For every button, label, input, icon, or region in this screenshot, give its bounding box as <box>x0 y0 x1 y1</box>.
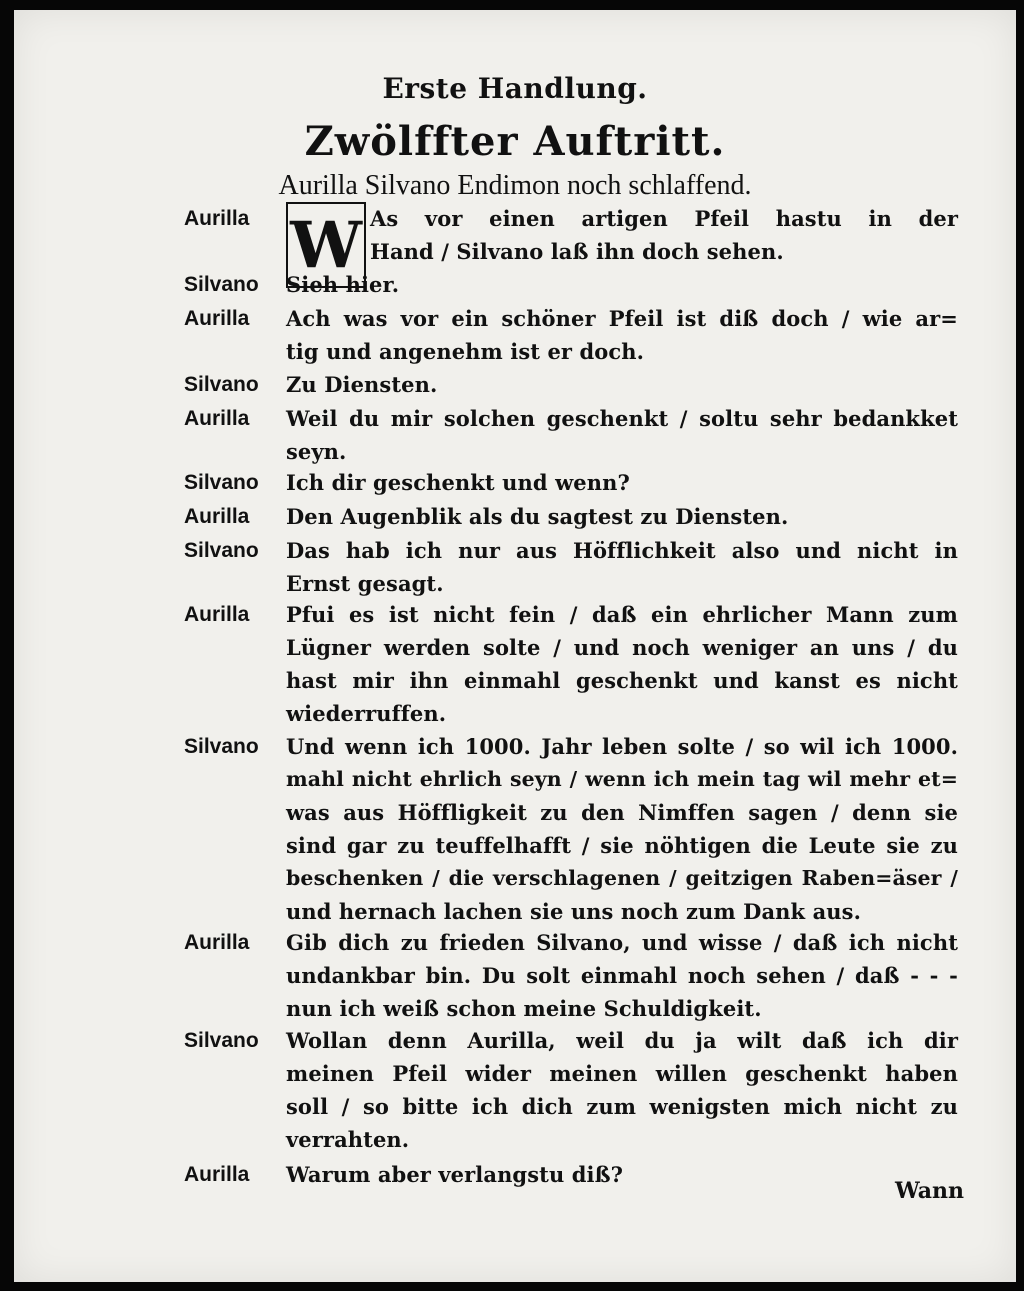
speech-lines <box>286 730 958 928</box>
speaker-name: Silvano <box>184 539 259 562</box>
speech-line: Hand / Silvano laß ihn doch sehen. <box>370 239 784 264</box>
speech-line: Den Augenblik als du sagtest zu Diensten. <box>286 504 789 529</box>
speech-line: Ernst gesagt. <box>286 571 444 596</box>
book-page <box>14 10 1016 1282</box>
speech-lines <box>286 598 958 730</box>
speech-line: Lügner werden solte / und noch weniger an uns / du <box>286 635 958 660</box>
decorated-initial: W <box>286 202 366 288</box>
speech-line: seyn. <box>286 439 347 464</box>
speech-line: Und wenn ich 1000. Jahr leben solte / so wil ich 1000. <box>286 734 958 759</box>
speaker-name: Silvano <box>184 1029 259 1052</box>
speech-line: tig und angenehm ist er doch. <box>286 339 645 364</box>
speech-lines <box>286 926 958 1025</box>
speech-line: beschenken / die verschlagenen / geitzigen Raben=äser / <box>286 866 958 890</box>
speaker-name: Aurilla <box>184 603 250 626</box>
speech-lines <box>286 302 958 368</box>
speech-line: Das hab ich nur aus Höfflichkeit also und nicht in <box>286 538 958 563</box>
speech-lines <box>286 402 958 468</box>
speaker-name: Silvano <box>184 373 259 396</box>
speaker-name: Aurilla <box>184 307 250 330</box>
speech-lines <box>286 202 958 268</box>
speech-line: mahl nicht ehrlich seyn / wenn ich mein tag wil mehr et= <box>286 767 958 791</box>
speech-lines <box>286 500 958 533</box>
speaker-name: Aurilla <box>184 505 250 528</box>
speaker-name: Silvano <box>184 735 259 758</box>
speech-line: As vor einen artigen Pfeil hastu in der <box>370 206 958 231</box>
speech-lines <box>286 268 958 301</box>
speaker-name: Aurilla <box>184 207 250 230</box>
speech-line: was aus Höffligkeit zu den Nimffen sagen / denn sie <box>286 800 958 825</box>
speech-line: Zu Diensten. <box>286 372 438 397</box>
speaker-name: Aurilla <box>184 407 250 430</box>
catchword: Wann <box>894 1178 964 1204</box>
cast-line: Aurilla Silvano Endimon noch schlaffend. <box>278 170 752 201</box>
speaker-name: Silvano <box>184 273 259 296</box>
speech-lines <box>286 1024 958 1156</box>
act-header: Erste Handlung. <box>382 72 648 105</box>
speech-line: undankbar bin. Du solt einmahl noch sehen / daß - - - <box>286 963 958 988</box>
speech-line: verrahten. <box>286 1127 410 1152</box>
speech-line: nun ich weiß schon meine Schuldigkeit. <box>286 996 762 1021</box>
speech-line: wiederruffen. <box>286 701 447 726</box>
speech-line: soll / so bitte ich dich zum wenigsten mich nicht zu <box>286 1094 958 1119</box>
speech-line: Ich dir geschenkt und wenn? <box>286 470 630 495</box>
speech-line: Weil du mir solchen geschenkt / soltu sehr bedankket <box>286 406 958 431</box>
page-content <box>14 10 1016 1282</box>
speech-line: Wollan denn Aurilla, weil du ja wilt daß ich dir <box>286 1028 958 1053</box>
speech-line: sind gar zu teuffelhafft / sie nöhtigen die Leute sie zu <box>286 833 958 858</box>
speech-line: und hernach lachen sie uns noch zum Dank aus. <box>286 899 862 924</box>
scene-title: Zwölffter Auftritt. <box>304 118 726 165</box>
speaker-name: Aurilla <box>184 1163 250 1186</box>
speaker-name: Aurilla <box>184 931 250 954</box>
speech-lines <box>286 368 958 401</box>
speech-lines <box>286 534 958 600</box>
speech-line: Warum aber verlangstu diß? <box>286 1162 624 1187</box>
speech-line: hast mir ihn einmahl geschenkt und kanst es nicht <box>286 668 958 693</box>
speech-line: Ach was vor ein schöner Pfeil ist diß doch / wie ar= <box>286 306 958 331</box>
speech-lines <box>286 1158 958 1191</box>
speech-line: Gib dich zu frieden Silvano, und wisse / daß ich nicht <box>286 930 958 955</box>
speech-line: Sieh hier. <box>286 272 400 297</box>
speech-line: meinen Pfeil wider meinen willen geschenkt haben <box>286 1061 958 1086</box>
speech-line: Pfui es ist nicht fein / daß ein ehrlicher Mann zum <box>286 602 958 627</box>
speaker-name: Silvano <box>184 471 259 494</box>
speech-lines <box>286 466 958 499</box>
